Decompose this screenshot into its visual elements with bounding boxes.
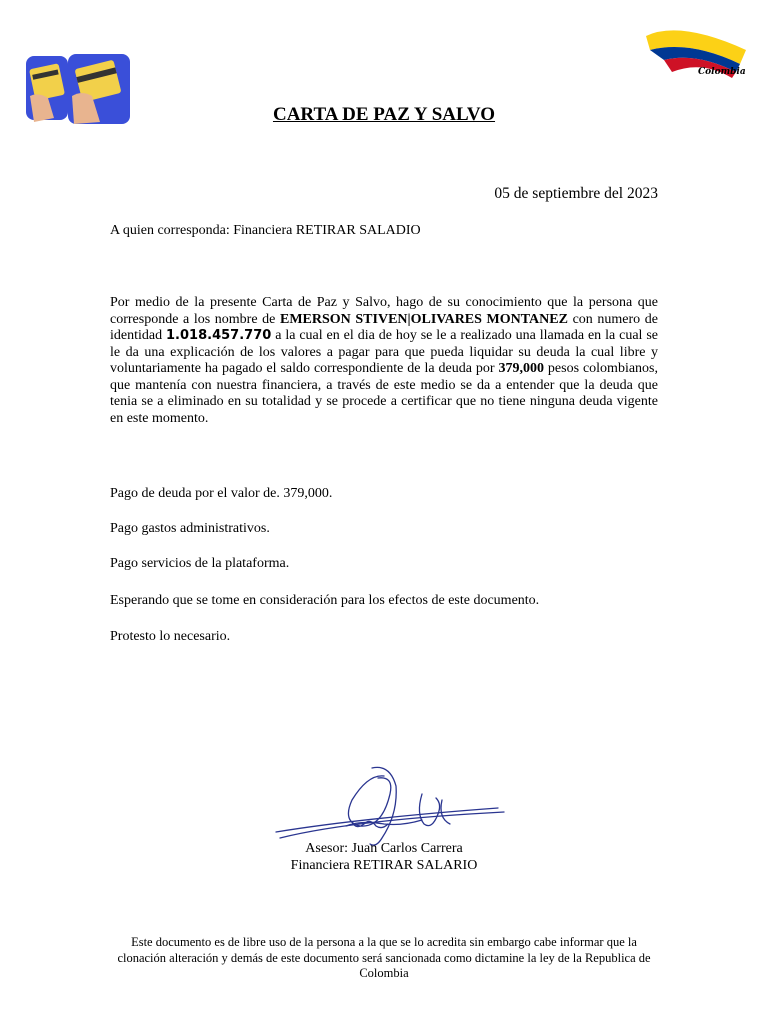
colombia-flag-icon xyxy=(640,20,752,102)
company-name: Financiera RETIRAR SALARIO xyxy=(290,858,478,873)
body-text: con numero de identidad xyxy=(110,311,658,343)
debt-amount: 379,000 xyxy=(498,361,544,376)
list-item: Esperando que se tome en consideración para los efectos de este documento. xyxy=(110,593,540,608)
letter-date: 05 de septiembre del 2023 xyxy=(494,185,658,202)
list-item: Pago servicios de la plataforma. xyxy=(110,556,290,571)
flag-label: Colombia xyxy=(698,67,746,77)
footer-note: Este documento es de libre uso de la persona a la que se lo acredita sin embargo cabe informar que la clonación alteración y demás de este documento será sancionada como dictamine la ley de la Republica de Colombia xyxy=(117,935,651,980)
list-item: Pago de deuda por el valor de. 379,000. xyxy=(110,486,333,501)
recipient-line: A quien corresponda: Financiera RETIRAR SALADIO xyxy=(110,223,421,238)
advisor-name: Asesor: Juan Carlos Carrera xyxy=(305,841,463,856)
id-number: 1.018.457.770 xyxy=(166,328,272,343)
body-text: Por medio de la presente Carta de Paz y Salvo, hago de su conocimiento que la persona que corresponde a los nombre de xyxy=(110,295,658,327)
client-name: EMERSON STIVEN|OLIVARES MONTANEZ xyxy=(280,311,568,327)
page-title: CARTA DE PAZ Y SALVO xyxy=(272,104,496,125)
body-text: pesos colombianos, que mantenía con nuestra financiera, a través de este medio se da a entender que la deuda que tenia se a eliminado en su totalidad y se procede a certificar que no tiene ninguna deuda vigente en este momento. xyxy=(110,361,659,426)
body-paragraph xyxy=(110,295,658,427)
list-item: Protesto lo necesario. xyxy=(110,629,231,644)
list-item: Pago gastos administrativos. xyxy=(110,521,270,536)
body-text: a la cual en el dia de hoy se le a realizado una llamada en la cual se le da una explicación de los valores a pagar para que pueda liquidar su deuda la cual libre y voluntariamente ha pagado el saldo correspondiente de la deuda por xyxy=(110,328,658,376)
